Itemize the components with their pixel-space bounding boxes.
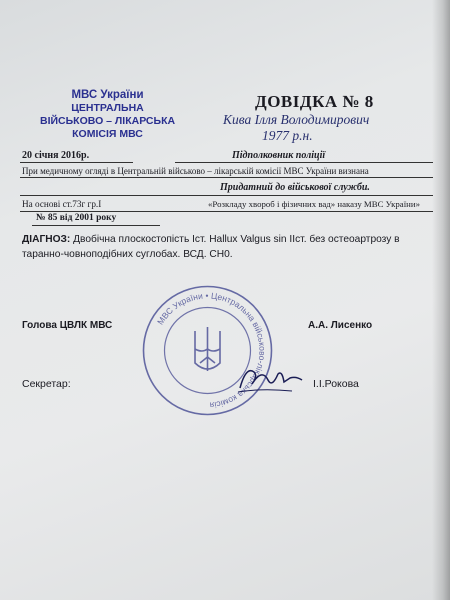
secretary-signature xyxy=(232,358,307,398)
fitness-verdict: Придатний до військової служби. xyxy=(220,182,370,193)
diagnosis-text: Двобічна плоскостопість Іст. Hallux Valgus sin IIст. без остеоартрозу в таранно-човноподібних суглобах. ВСД. СН0. xyxy=(22,234,400,260)
diagnosis-label: ДІАГНОЗ: xyxy=(22,234,71,245)
birth-year: 1977 р.н. xyxy=(262,128,313,143)
head-title: Голова ЦВЛК МВС xyxy=(22,320,113,331)
secretary-name: І.І.Рокова xyxy=(313,378,359,390)
basis-article: На основі ст.73г гр.І xyxy=(22,199,102,209)
order-underline xyxy=(32,225,160,226)
fitness-underline xyxy=(20,195,433,196)
document-date: 20 січня 2016р. xyxy=(22,150,90,161)
basis-underline xyxy=(20,211,433,212)
person-name: Кива Ілля Володимирович xyxy=(223,112,370,127)
secretary-title: Секретар: xyxy=(22,378,71,390)
page-edge-shadow xyxy=(432,0,450,600)
rank-underline xyxy=(175,162,433,163)
order-reference: № 85 від 2001 року xyxy=(36,213,117,223)
org-line-3: ВІЙСЬКОВО – ЛІКАРСЬКА xyxy=(40,115,176,127)
date-underline xyxy=(20,162,133,163)
schedule-reference: «Розкладу хвороб і фізичних вад» наказу МВС України» xyxy=(208,199,420,209)
exam-statement: При медичному огляді в Центральній військово – лікарській комісії МВС України визнана xyxy=(22,166,369,176)
diagnosis xyxy=(22,232,437,262)
trident-icon xyxy=(195,327,220,371)
person-rank: Підполковник поліції xyxy=(232,150,326,161)
exam-underline xyxy=(20,177,433,178)
org-line-2: ЦЕНТРАЛЬНА xyxy=(71,102,144,114)
org-line-1: МВС України xyxy=(71,89,144,101)
head-name: А.А. Лисенко xyxy=(308,320,373,331)
org-line-4: КОМІСІЯ МВС xyxy=(72,128,143,140)
organization-header xyxy=(40,89,175,141)
document-title: ДОВІДКА № 8 xyxy=(255,92,374,111)
stamp-ring-text: МВС України • Центральна військово-лікарська комісія xyxy=(155,290,268,411)
